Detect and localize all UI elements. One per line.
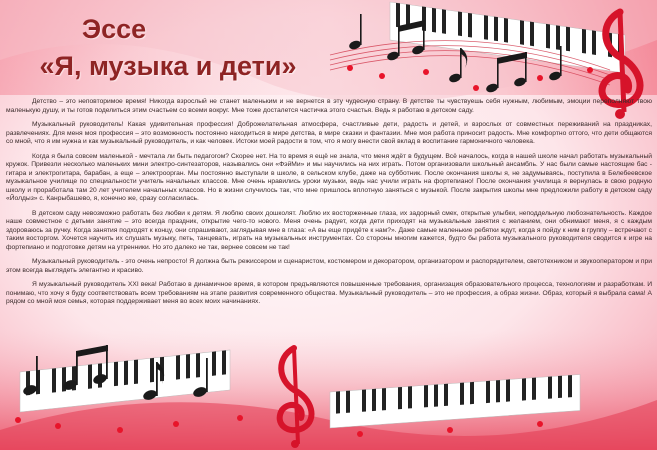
essay-paragraph-6: Я музыкальный руководитель XXI века! Работаю в динамичное время, в котором предъявляются повышенные требования, организация образовательного процесса, технологиям и разработкам. И понимаю, что хочу я буду соответствовать всем требованиям на этапе развития современного общества. Музыкальный руководитель – это не профессия, а образ жизни. Образ, который я выбрала сама! А рядом со мной моя семья, которая поддерживает меня во всех моих начинаниях.	[6, 281, 652, 305]
essay-body	[6, 98, 652, 313]
essay-paragraph-1: Детство – это неповторимое время! Никогда взрослый не станет маленьким и не вернется в эту чудесную страну. В детстве ты чувствуешь себя нужным, любимым, эмоции переполняют твою маленькую душу, и ты готов поделиться этим счастьем со всеми вокруг. Мне тоже досталется частичка этого счастья. Ведь я работаю в детском саду.	[6, 98, 652, 114]
essay-paragraph-5: Музыкальный руководитель - это очень непросто! Я должна быть режиссером и сценаристом, костюмером и декоратором, организатором и распорядителем, светотехником и звукооператором и при этом всегда выглядеть элегантно и красиво.	[6, 258, 652, 274]
essay-paragraph-2: Музыкальный руководитель! Какая удивительная профессия! Доброжелательная атмосфера, счастливые дети, радость и детей, и взрослых от совместных переживаний на праздниках, развлечениях. Для меня моя профессия – это возможность постоянно находиться в мире детства, в мире сказки и фантазии. Мне моя работа приносит радость. Мне комфортно оттого, что дети общаются со мной, что я им нужна и как музыкальный руководитель, и как человек. Истоки моей радости в том, что я могу внести свой вклад в воспитание гармоничного человека.	[6, 121, 652, 145]
essay-paragraph-3: Когда я была совсем маленькой - мечтала ли быть педагогом? Скорее нет. На то время я ещё не знала, что меня ждёт в будущем. Всё началось, когда в нашей школе начал работать музыкальный кружок. Привезли несколько маленьких мини электро-синтезаторов, назывались они «ФэйМи» и мы научились на них играть. Потом организовали школьный ансамбль. У нас были самые настоящие бас - гитара и электрогитара, барабан, а еще – электроорган. Мы постоянно выступали в школе, в сельском клубе, даже на субботник. После окончания школы я, не задумываясь, поступила в Белебеевское музыкальное училище по специальности учитель начальных классов. Мне очень нравились уроки музыки, ведь нас учили играть на фортепиано! После окончания училища я вернулась в свою родную школу и проработала там 20 лет учителем начальных классов. Но в жизни случилось так, что мне пришлось вплотную заняться с музыкой. После закрытия школы мне предложили работу в детском саду «Йолдыз» с. Канрыбашево, я, конечно же, сразу согласилась.	[6, 152, 652, 202]
essay-title-line1: Эссе	[81, 14, 147, 44]
essay-title-line2: «Я, музыка и дети»	[39, 51, 297, 81]
essay-paragraph-4: В детском саду невозможно работать без любви к детям. Я люблю своих дошколят. Люблю их восторженные глаза, их задорный смех, открытые улыбки, неподдельную любознательность. Каждое наше совместное с детьми занятие – это всегда праздник, открытие чего-то нового. Меня очень радует, когда дети приходят на музыкальные занятия с желанием, они обнимают меня, я с каждым здороваюсь за ручку. Когда занятия подходят к концу, они спрашивают, заглядывая мне в глаза: «А вы еще придёте к нам?». Даже самые маленькие ребятки ждут, когда я пойду к ним в группу – встречают с таким восторгом. Хочется научить их слушать музыку, петь, танцевать, играть на музыкальных инструментах. Со стороны многим кажется, будто бы работа музыкального руководителя сводится к игре на фортепиано и подготовке детям на утренники. Но это далеко не так, вернее совсем не так!	[6, 209, 652, 251]
